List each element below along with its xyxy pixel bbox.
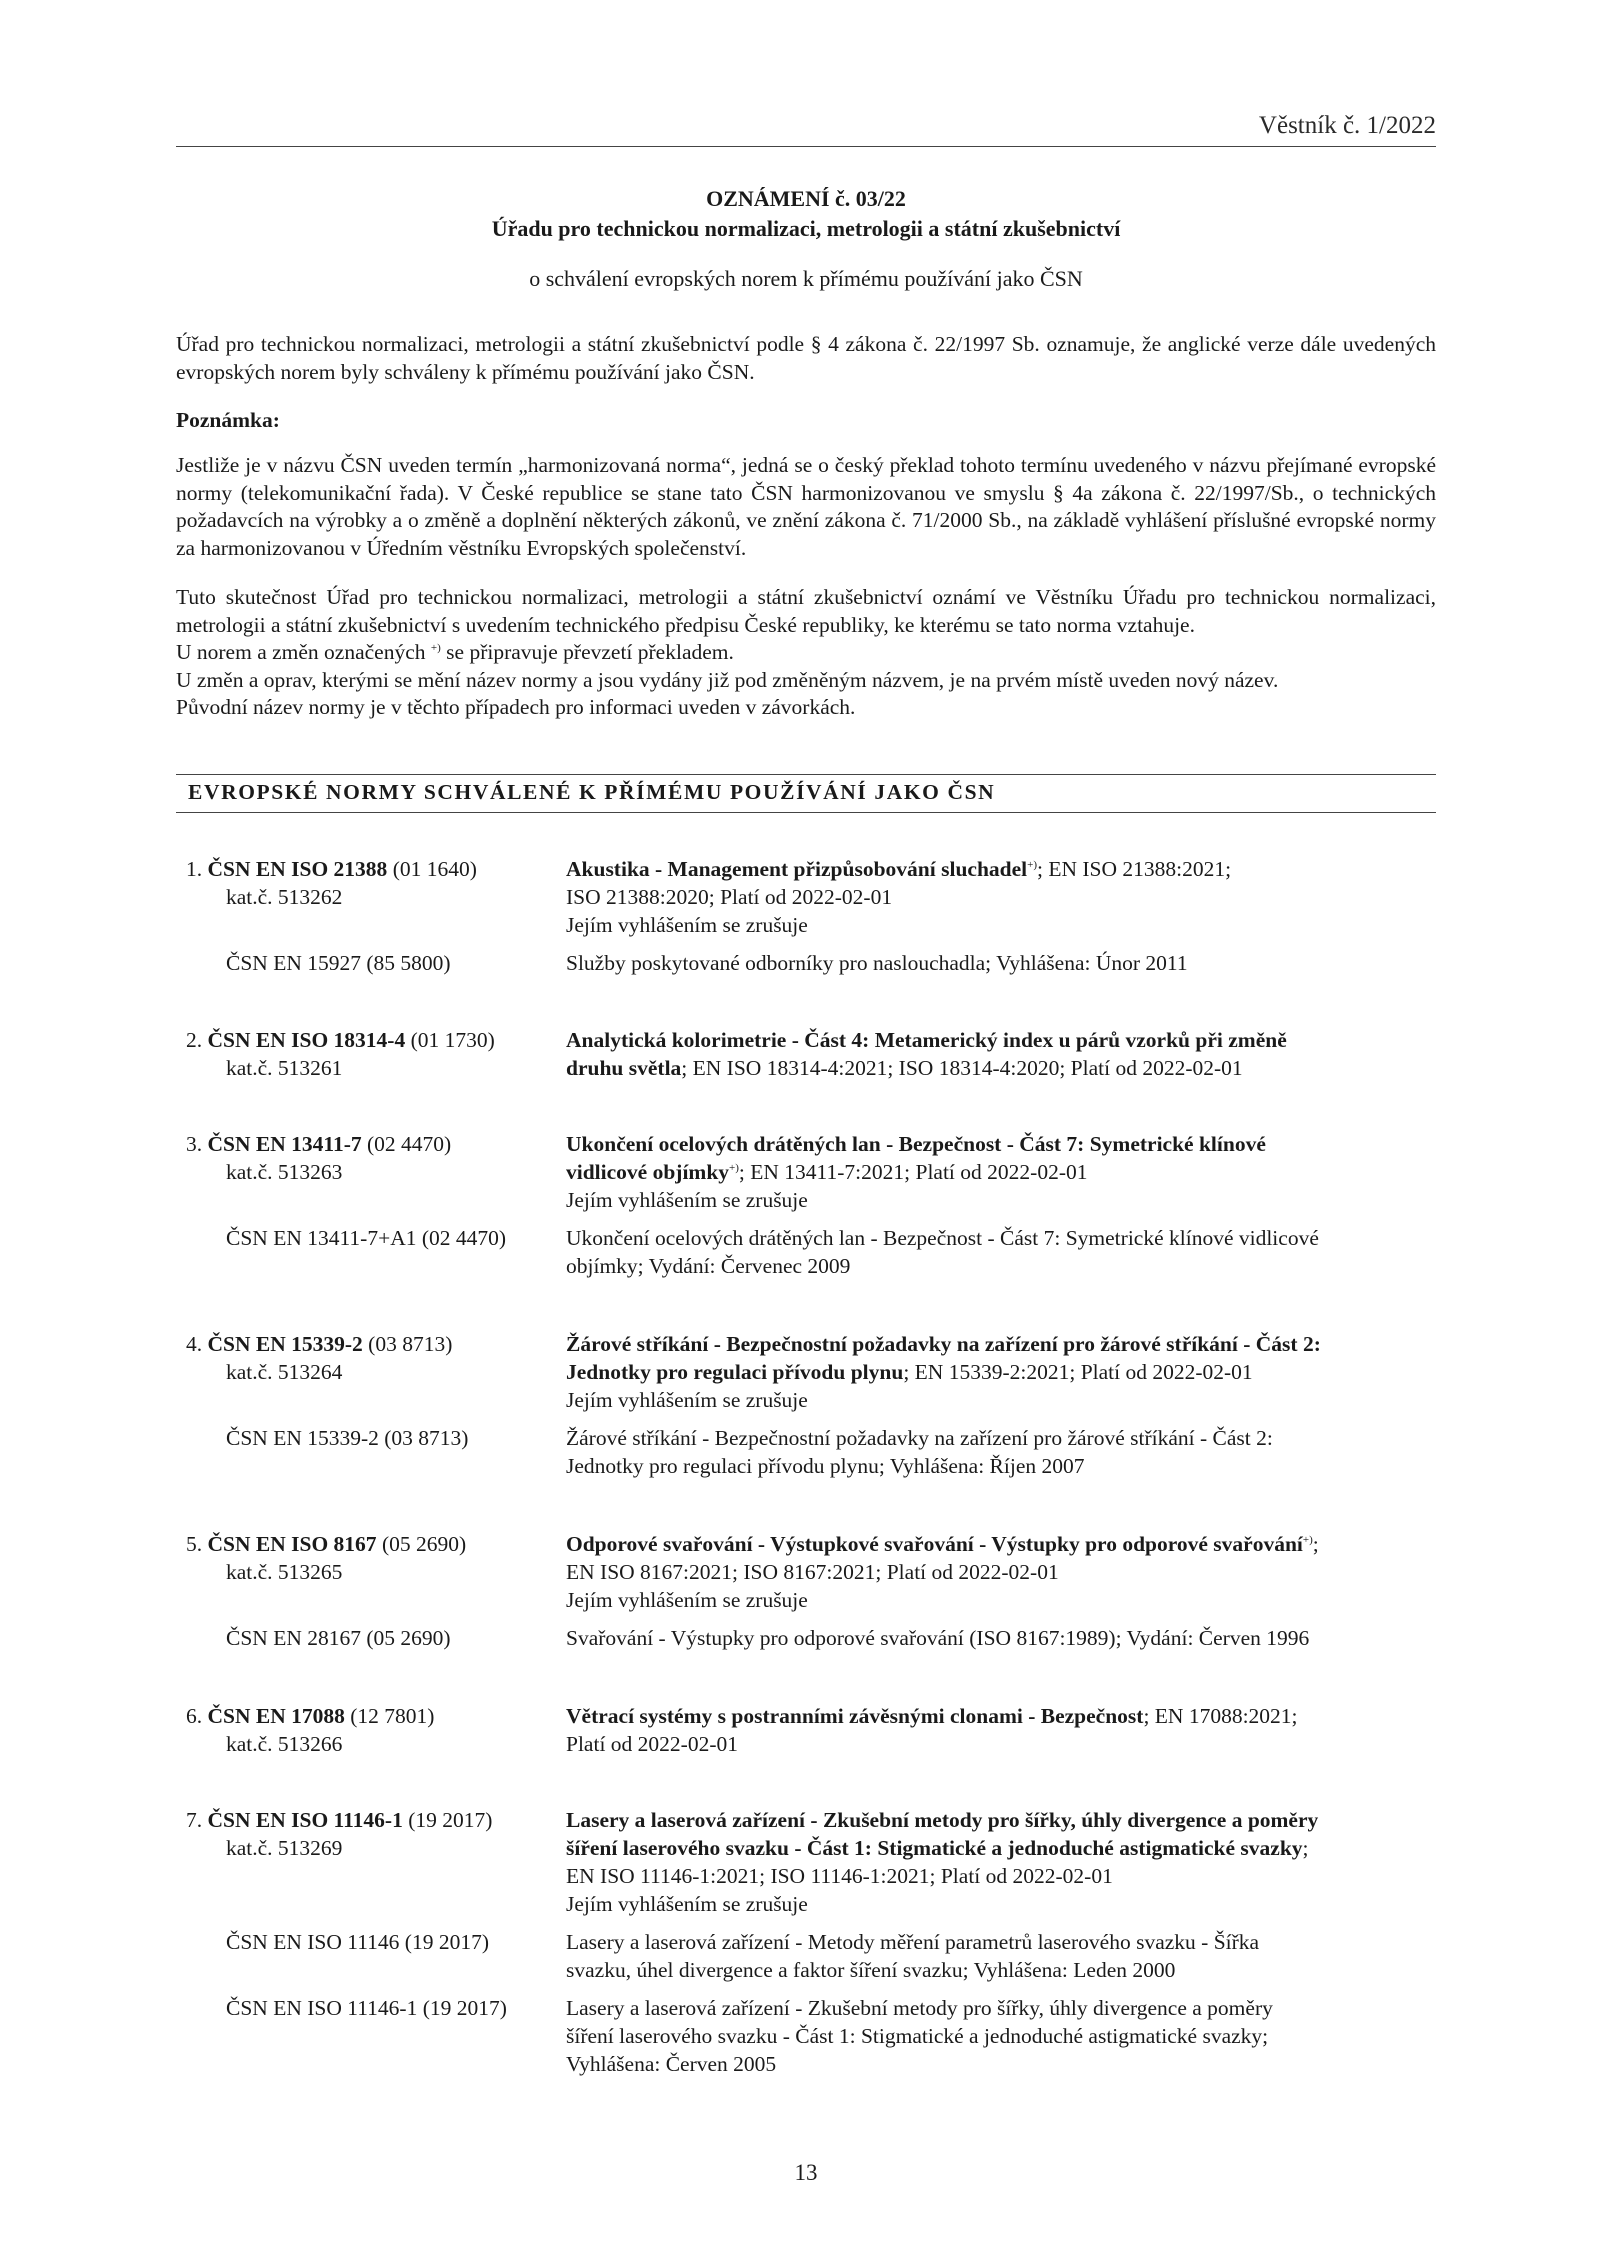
issuing-office: Úřadu pro technickou normalizaci, metrologii a státní zkušebnictví xyxy=(491,216,1121,241)
announcement-subject: o schválení evropských norem k přímému používání jako ČSN xyxy=(529,266,1083,291)
journal-header: Věstník č. 1/2022 xyxy=(1258,112,1436,139)
section-divider-top xyxy=(176,774,1436,775)
note-paragraph: Jestliže je v názvu ČSN uveden termín „harmonizovaná norma“, jedná se o český překlad tohoto termínu uvedeného v názvu přejímané evropské normy (telekomunikační řada). V České republice se stane tato ČSN harmonizovanou ve smyslu § 4a zákona č. 22/1997/Sb., o technických požadavcích na výrobky a o změně a doplnění některých zákonů, ve znění zákona č. 71/2000 Sb., na základě vyhlášení příslušné evropské normy za harmonizovanou v Úředním věstníku Evropských společenství. xyxy=(176,453,1436,560)
info-line-2: U norem a změn označených +) se připravuje převzetí překladem. xyxy=(176,640,734,664)
norm-entry-3: 3. ČSN EN 13411-7 (02 4470) kat.č. 513263 Ukončení ocelových drátěných lan - Bezpečnost - Část 7: Symetrické klínové vidlicové objímky+); EN 13411-7:2021; Platí od 2022-02-01 Jejím vyhlášením se zrušuje ČSN EN 13411-7+A1 (02 4470) Ukončení ocelových drátěných lan - Bezpečnost - Část 7: Symetrické klínové vidlicové objímky; Vydání: Červenec 2009 xyxy=(186,1132,1319,1278)
section-divider-bottom xyxy=(176,812,1436,813)
norm-entry-5: 5. ČSN EN ISO 8167 (05 2690) kat.č. 513265 Odporové svařování - Výstupkové svařování - Výstupky pro odporové svařování+); EN ISO 8167:2021; ISO 8167:2021; Platí od 2022-02-01 Jejím vyhlášením se zrušuje ČSN EN 28167 (05 2690) Svařování - Výstupky pro odporové svařování (ISO 8167:1989); Vydání: Červen 1996 xyxy=(186,1532,1319,1650)
announcement-number: OZNÁMENÍ č. 03/22 xyxy=(706,186,906,211)
announcement-title xyxy=(176,184,1436,294)
norm-entry-4: 4. ČSN EN 15339-2 (03 8713) kat.č. 513264 Žárové stříkání - Bezpečnostní požadavky na zařízení pro žárové stříkání - Část 2: Jednotky pro regulaci přívodu plynu; EN 15339-2:2021; Platí od 2022-02-01 Jejím vyhlášením se zrušuje ČSN EN 15339-2 (03 8713) Žárové stříkání - Bezpečnostní požadavky na zařízení pro žárové stříkání - Část 2: Jednotky pro regulaci přívodu plynu; Vyhlášena: Říjen 2007 xyxy=(186,1332,1321,1478)
section-title: EVROPSKÉ NORMY SCHVÁLENÉ K PŘÍMÉMU POUŽÍVÁNÍ JAKO ČSN xyxy=(188,780,996,804)
info-paragraph xyxy=(176,584,1436,722)
info-line-3: U změn a oprav, kterými se mění název normy a jsou vydány již pod změněným názvem, je na prvém místě uveden nový název. xyxy=(176,667,1279,692)
info-line-1: Tuto skutečnost Úřad pro technickou normalizaci, metrologii a státní zkušebnictví oznámí ve Věstníku Úřadu pro technickou normalizaci, metrologii a státní zkušebnictví s uvedením technického předpisu České republiky, ke kterému se tato norma vztahuje. xyxy=(176,585,1436,637)
page-number: 13 xyxy=(794,2160,818,2185)
note-heading: Poznámka: xyxy=(176,408,280,432)
header-divider xyxy=(176,146,1436,147)
norm-entry-1: 1. ČSN EN ISO 21388 (01 1640) kat.č. 513262 Akustika - Management přizpůsobování sluchadel+); EN ISO 21388:2021; ISO 21388:2020; Platí od 2022-02-01 Jejím vyhlášením se zrušuje ČSN EN 15927 (85 5800) Služby poskytované odborníky pro naslouchadla; Vyhlášena: Únor 2011 xyxy=(186,857,1232,975)
info-line-4: Původní název normy je v těchto případech pro informaci uveden v závorkách. xyxy=(176,695,856,719)
intro-paragraph: Úřad pro technickou normalizaci, metrologii a státní zkušebnictví podle § 4 zákona č. 22/1997 Sb. oznamuje, že anglické verze dále uvedených evropských norem byly schváleny k přímému používání jako ČSN. xyxy=(176,332,1436,384)
norm-entry-6: 6. ČSN EN 17088 (12 7801) kat.č. 513266 Větrací systémy s postranními závěsnými clonami - Bezpečnost; EN 17088:2021; Platí od 2022-02-01 xyxy=(186,1704,1298,1756)
norm-entry-2: 2. ČSN EN ISO 18314-4 (01 1730) kat.č. 513261 Analytická kolorimetrie - Část 4: Metamerický index u párů vzorků při změně druhu světla; EN ISO 18314-4:2021; ISO 18314-4:2020; Platí od 2022-02-01 xyxy=(186,1028,1287,1080)
norm-entry-7: 7. ČSN EN ISO 11146-1 (19 2017) kat.č. 513269 Lasery a laserová zařízení - Zkušební metody pro šířky, úhly divergence a poměry šíření laserového svazku - Část 1: Stigmatické a jednoduché astigmatické svazky; EN ISO 11146-1:2021; ISO 11146-1:2021; Platí od 2022-02-01 Jejím vyhlášením se zrušuje ČSN EN ISO 11146 (19 2017) Lasery a laserová zařízení - Metody měření parametrů laserového svazku - Šířka svazku, úhel divergence a faktor šíření svazku; Vyhlášena: Leden 2000 ČSN EN ISO 11146-1 (19 2017) Lasery a laserová zařízení - Zkušební metody pro šířky, úhly divergence a poměry šíření laserového svazku - Část 1: Stigmatické a jednoduché astigmatické svazky; Vyhlášena: Červen 2005 xyxy=(186,1808,1319,2076)
